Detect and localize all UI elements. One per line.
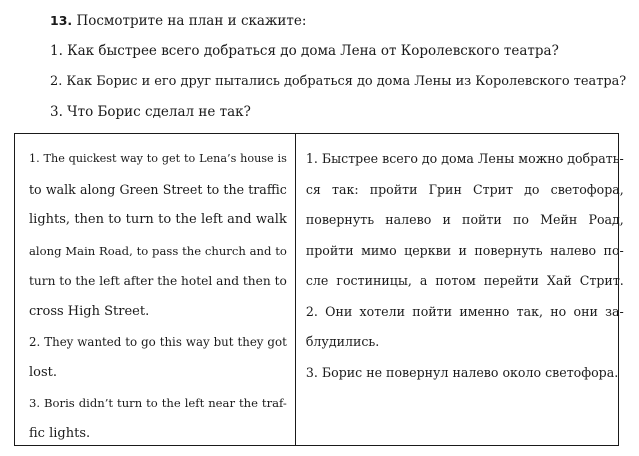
exercise-header xyxy=(50,12,630,134)
russian-line: повернуть налево и пойти по Мейн Роад, xyxy=(305,212,624,227)
question-1: 1. Как быстрее всего добраться до дома Лена от Королевского театра? xyxy=(50,42,559,59)
english-line: 3. Boris didn’t turn to the left near the traf- xyxy=(29,396,287,410)
exercise-instruction-line xyxy=(50,12,630,29)
english-line: lost. xyxy=(29,364,58,380)
russian-line: ся так: пройти Грин Стрит до светофора, xyxy=(305,181,624,197)
english-line: along Main Road, to pass the church and to xyxy=(29,243,287,258)
english-line: to walk along Green Street to the traffic xyxy=(29,181,287,197)
russian-line: блудились. xyxy=(305,334,380,349)
answer-table xyxy=(14,133,624,446)
english-line: 2. They wanted to go this way but they got xyxy=(29,335,287,349)
russian-answer-column xyxy=(296,134,634,445)
russian-line: 1. Быстрее всего до дома Лены можно добрать- xyxy=(305,151,624,166)
task-instruction: Посмотрите на план и скажите: xyxy=(76,13,307,29)
english-line: 1. The quickest way to get to Lena’s house is xyxy=(29,152,287,165)
english-answer-column xyxy=(15,134,296,445)
english-line: lights, then to turn to the left and walk xyxy=(29,212,287,227)
english-line: turn to the left after the hotel and then to xyxy=(29,274,287,288)
russian-line: 2. Они хотели пойти именно так, но они за- xyxy=(305,303,624,319)
english-line: cross High Street. xyxy=(29,303,150,319)
task-number: 13. xyxy=(50,13,73,28)
russian-line: 3. Борис не повернул налево около светофора. xyxy=(305,364,619,380)
english-line: fic lights. xyxy=(29,425,91,441)
russian-line: сле гостиницы, а потом перейти Хай Стрит. xyxy=(305,273,624,288)
question-2: 2. Как Борис и его друг пытались добраться до дома Лены из Королевского театра? xyxy=(50,74,627,89)
question-3: 3. Что Борис сделал не так? xyxy=(50,103,251,120)
russian-line: пройти мимо церкви и повернуть налево по- xyxy=(305,242,624,258)
